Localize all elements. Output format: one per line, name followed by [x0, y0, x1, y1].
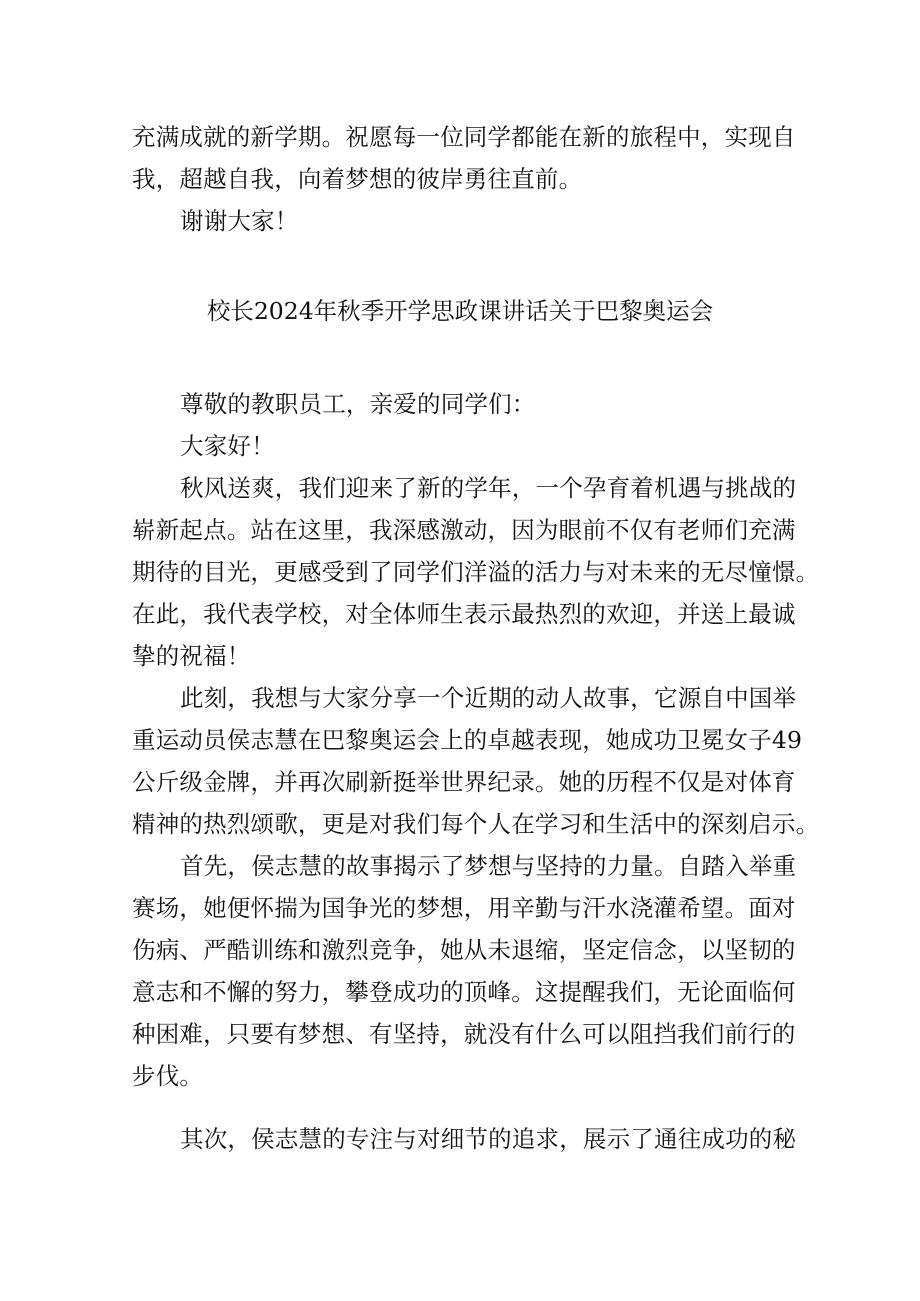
speech-title: 校长2024年秋季开学思政课讲话关于巴黎奥运会	[206, 297, 714, 325]
paragraph-line: 公斤级金牌，并再次刷新挺举世界纪录。她的历程不仅是对体育	[132, 768, 796, 796]
salutation: 尊敬的教职员工，亲爱的同学们：	[180, 390, 536, 418]
greeting: 大家好！	[180, 432, 275, 460]
paragraph-line: 伤病、严酷训练和激烈竞争，她从未退缩，坚定信念，以坚韧的	[132, 936, 796, 964]
paragraph-line: 重运动员侯志慧在巴黎奥运会上的卓越表现，她成功卫冕女子49	[132, 726, 803, 754]
prev-text-line: 充满成就的新学期。祝愿每一位同学都能在新的旅程中，实现自	[132, 123, 796, 151]
paragraph-line: 在此，我代表学校，对全体师生表示最热烈的欢迎，并送上最诚	[132, 600, 796, 628]
paragraph-line: 步伐。	[132, 1062, 204, 1090]
prev-text-line: 我，超越自我，向着梦想的彼岸勇往直前。	[132, 165, 583, 193]
paragraph-line: 此刻，我想与大家分享一个近期的动人故事，它源自中国举	[180, 684, 797, 712]
paragraph-line: 其次，侯志慧的专注与对细节的追求，展示了通往成功的秘	[180, 1125, 797, 1153]
paragraph-line: 崭新起点。站在这里，我深感激动，因为眼前不仅有老师们充满	[132, 516, 796, 544]
prev-closing-line: 谢谢大家！	[180, 207, 299, 235]
paragraph-line: 意志和不懈的努力，攀登成功的顶峰。这提醒我们，无论面临何	[132, 978, 796, 1006]
paragraph-line: 精神的热烈颂歌，更是对我们每个人在学习和生活中的深刻启示。	[132, 810, 820, 838]
paragraph-line: 种困难，只要有梦想、有坚持，就没有什么可以阻挡我们前行的	[132, 1020, 796, 1048]
paragraph-line: 首先，侯志慧的故事揭示了梦想与坚持的力量。自踏入举重	[180, 852, 797, 880]
paragraph-line: 挚的祝福！	[132, 642, 251, 670]
paragraph-line: 赛场，她便怀揣为国争光的梦想，用辛勤与汗水浇灌希望。面对	[132, 894, 796, 922]
paragraph-line: 期待的目光，更感受到了同学们洋溢的活力与对未来的无尽憧憬。	[132, 558, 820, 586]
paragraph-line: 秋风送爽，我们迎来了新的学年，一个孕育着机遇与挑战的	[180, 474, 797, 502]
